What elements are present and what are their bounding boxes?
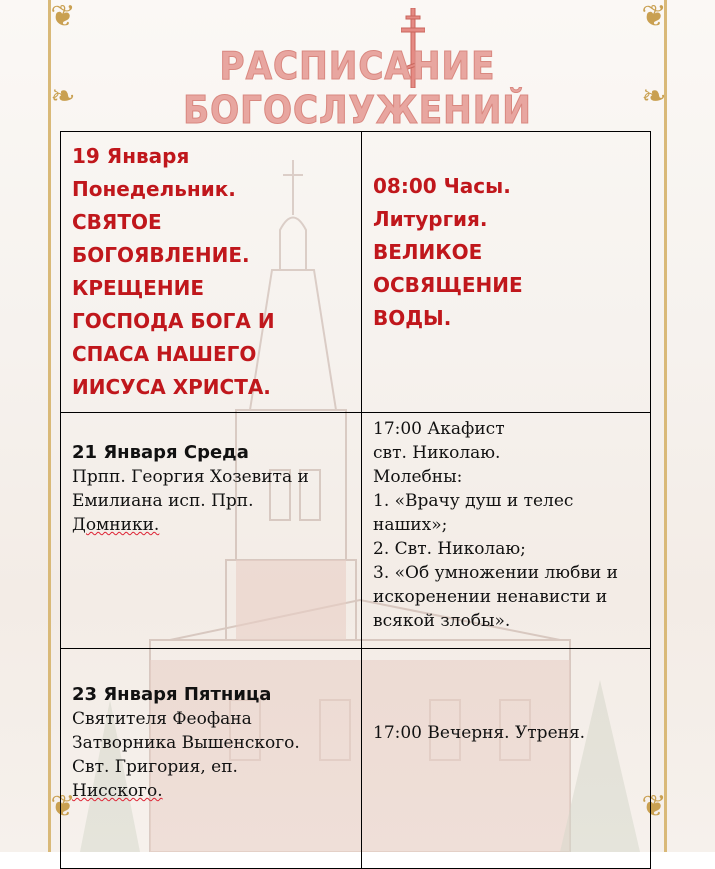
- table-row: [61, 413, 651, 649]
- feast-line: ГОСПОДА БОГА И: [72, 309, 275, 333]
- saints-line: Святителя Феофана: [72, 709, 252, 729]
- date-heading: 23 Января Пятница: [72, 684, 272, 705]
- saints-line: Затворника Вышенского.: [72, 733, 300, 753]
- service-line: ВЕЛИКОЕ: [373, 240, 483, 264]
- table-cell-date: [61, 132, 362, 413]
- date-heading: 21 Января Среда: [72, 442, 249, 463]
- service-line: ОСВЯЩЕНИЕ: [373, 273, 523, 297]
- feast-line: КРЕЩЕНИЕ: [72, 276, 204, 300]
- table-cell-date: [61, 413, 362, 649]
- service-line: 08:00 Часы.: [373, 174, 511, 198]
- ornament-icon: ❦: [50, 789, 76, 824]
- date-label: 19 Января: [72, 144, 190, 168]
- saints-line: Домники.: [72, 515, 160, 535]
- service-line: ВОДЫ.: [373, 306, 452, 330]
- table-row: [61, 132, 651, 413]
- saints-line: Емилиана исп. Прп.: [72, 491, 254, 511]
- ornament-icon: ❧: [641, 79, 667, 114]
- service-line: 3. «Об умножении любви и: [373, 563, 618, 583]
- service-line: Молебны:: [373, 467, 463, 487]
- table-cell-services: [362, 649, 651, 869]
- schedule-table: [60, 131, 651, 869]
- table-cell-services: [362, 132, 651, 413]
- table-cell-services: [362, 413, 651, 649]
- table-row: [61, 649, 651, 869]
- service-line: наших»;: [373, 515, 448, 535]
- service-line: 17:00 Вечерня. Утреня.: [373, 723, 586, 743]
- feast-line: СВЯТОЕ: [72, 210, 162, 234]
- saints-line: Свт. Григория, еп.: [72, 757, 238, 777]
- header: [55, 0, 660, 132]
- service-line: 2. Свт. Николаю;: [373, 539, 526, 559]
- ornament-icon: ❦: [641, 789, 667, 824]
- ornament-icon: ❦: [50, 0, 76, 34]
- service-line: свт. Николаю.: [373, 443, 501, 463]
- saints-line: Нисского.: [72, 781, 163, 801]
- service-line: Литургия.: [373, 207, 488, 231]
- table-cell-date: [61, 649, 362, 869]
- feast-line: ИИСУСА ХРИСТА.: [72, 375, 271, 399]
- service-line: искоренении ненависти и: [373, 587, 608, 607]
- service-line: всякой злобы».: [373, 611, 511, 631]
- ornament-icon: ❧: [50, 79, 76, 114]
- feast-line: СПАСА НАШЕГО: [72, 342, 257, 366]
- weekday-label: Понедельник.: [72, 177, 236, 201]
- service-line: 17:00 Акафист: [373, 419, 505, 439]
- feast-line: БОГОЯВЛЕНИЕ.: [72, 243, 250, 267]
- ornament-icon: ❦: [641, 0, 667, 34]
- saints-line: Прпп. Георгия Хозевита и: [72, 467, 309, 487]
- service-line: 1. «Врачу душ и телес: [373, 491, 574, 511]
- page-title: РАСПИСАНИЕ БОГОСЛУЖЕНИЙ: [183, 44, 532, 132]
